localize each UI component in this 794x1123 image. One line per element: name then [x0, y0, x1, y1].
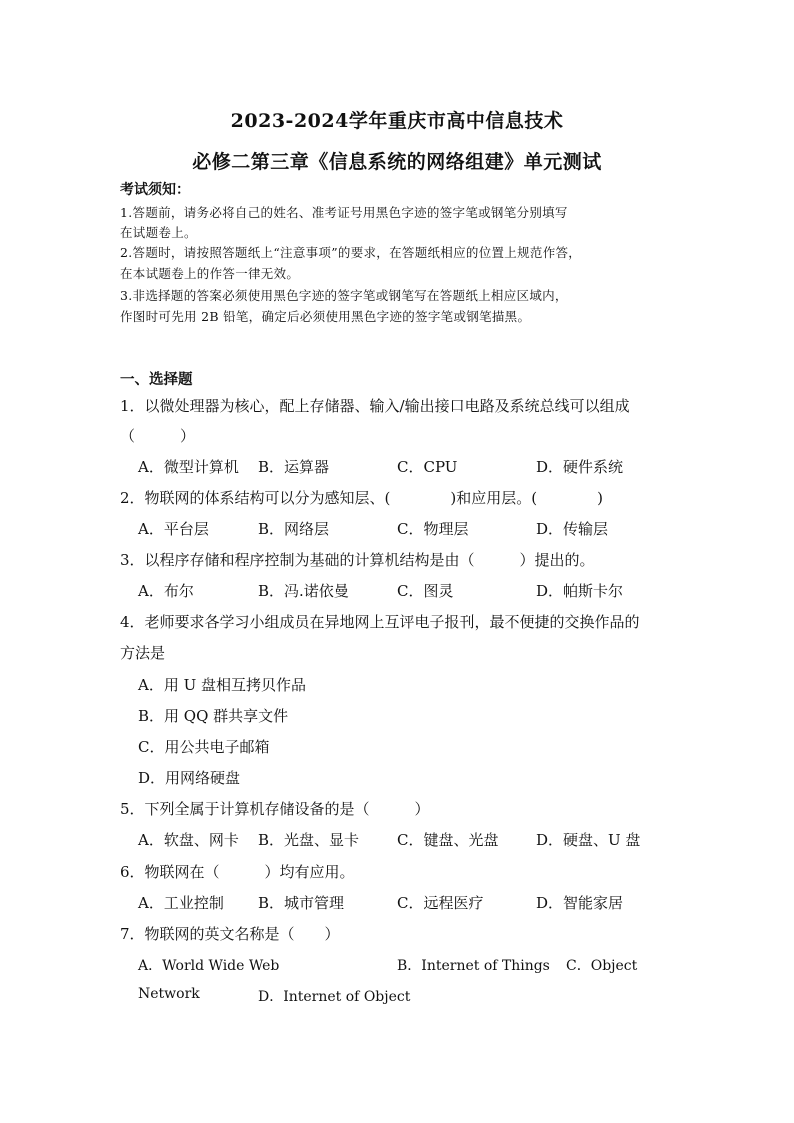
question-7-option-c: C．Object — [566, 958, 638, 974]
question-4-stem-cont: 方法是 — [120, 644, 166, 662]
notice-line: 2.答题时，请按照答题纸上“注意事项”的要求，在答题纸相应的位置上规范作答， — [120, 245, 582, 260]
notice-line: 作图时可先用 2B 铅笔，确定后必须使用黑色字迹的签字笔或钢笔描黑。 — [120, 309, 531, 324]
question-3-stem: 3．以程序存储和程序控制为基础的计算机结构是由（ ）提出的。 — [120, 551, 595, 569]
question-1-option-d: D．硬件系统 — [536, 458, 624, 476]
question-2-stem: 2．物联网的体系结构可以分为感知层、( )和应用层。( ) — [120, 489, 603, 507]
notice-line: 在本试题卷上的作答一律无效。 — [120, 266, 300, 281]
question-6-option-a: A．工业控制 — [138, 894, 224, 912]
exam-title-line-1: 2023-2024学年重庆市高中信息技术 — [230, 110, 564, 132]
question-7-option-d: D．Internet of Object — [258, 989, 411, 1005]
question-1-stem-cont: （ ） — [120, 427, 196, 445]
question-2-option-c: C．物理层 — [397, 520, 469, 538]
question-4-stem: 4．老师要求各学习小组成员在异地网上互评电子报刊，最不便捷的交换作品的 — [120, 613, 640, 631]
notice-line: 1.答题前，请务必将自己的姓名、准考证号用黑色字迹的签字笔或钢笔分别填写 — [120, 205, 568, 220]
question-4-option-a: A．用 U 盘相互拷贝作品 — [138, 676, 307, 694]
section-heading: 一、选择题 — [120, 371, 193, 388]
question-5-option-d: D．硬盘、U 盘 — [536, 831, 641, 849]
question-6-stem: 6．物联网在（ ）均有应用。 — [120, 863, 355, 881]
question-2-option-a: A．平台层 — [138, 520, 209, 538]
question-4-option-d: D．用网络硬盘 — [138, 769, 241, 787]
notice-line: 3.非选择题的答案必须使用黑色字迹的签字笔或钢笔写在答题纸上相应区域内， — [120, 288, 568, 303]
question-3-option-c: C．图灵 — [397, 582, 454, 600]
question-6-option-c: C．远程医疗 — [397, 894, 484, 912]
question-5-option-b: B．光盘、显卡 — [258, 831, 360, 849]
exam-title-line-2: 必修二第三章《信息系统的网络组建》单元测试 — [192, 151, 602, 173]
question-1-option-c: C．CPU — [397, 458, 458, 476]
notice-heading: 考试须知： — [120, 182, 190, 198]
notice-line: 在试题卷上。 — [120, 225, 197, 240]
question-5-option-c: C．键盘、光盘 — [397, 831, 499, 849]
question-4-option-b: B．用 QQ 群共享文件 — [138, 707, 289, 725]
question-6-option-b: B．城市管理 — [258, 894, 345, 912]
question-1-stem: 1．以微处理器为核心，配上存储器、输入/输出接口电路及系统总线可以组成 — [120, 397, 630, 415]
question-1-option-a: A．微型计算机 — [138, 458, 239, 476]
question-7-option-b: B．Internet of Things — [397, 958, 550, 974]
question-6-option-d: D．智能家居 — [536, 894, 624, 912]
question-3-option-b: B．冯.诺依曼 — [258, 582, 349, 600]
question-2-option-b: B．网络层 — [258, 520, 330, 538]
question-1-option-b: B．运算器 — [258, 458, 330, 476]
question-4-option-c: C．用公共电子邮箱 — [138, 738, 270, 756]
question-5-option-a: A．软盘、网卡 — [138, 831, 239, 849]
question-7-stem: 7．物联网的英文名称是（ ） — [120, 925, 340, 943]
question-7-option-a: A．World Wide Web — [138, 958, 280, 974]
question-3-option-a: A．布尔 — [138, 582, 194, 600]
question-2-option-d: D．传输层 — [536, 520, 609, 538]
question-3-option-d: D．帕斯卡尔 — [536, 582, 624, 600]
question-5-stem: 5．下列全属于计算机存储设备的是（ ） — [120, 800, 430, 818]
question-7-option-c-cont: Network — [138, 986, 200, 1002]
